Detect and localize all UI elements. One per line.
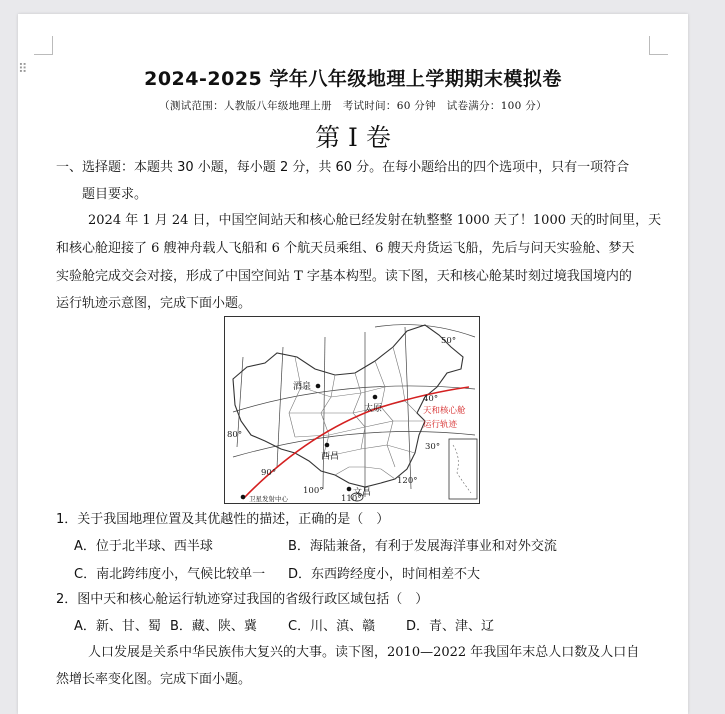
- lat-label-50: 50°: [441, 336, 457, 346]
- legend-dot: [241, 495, 246, 500]
- passage-line: 然增长率变化图。完成下面小题。: [56, 672, 252, 687]
- label-orbit-line2: 运行轨迹: [423, 420, 458, 430]
- question-2-stem: 2．图中天和核心舱运行轨迹穿过我国的省级行政区域包括（ ）: [56, 592, 429, 607]
- question-2-option-b: B．藏、陕、冀: [170, 619, 257, 634]
- longitude-line-120: [405, 327, 411, 489]
- passage-line: 人口发展是关系中华民族伟大复兴的大事。读下图，2010—2022 年我国年末总人口数及人口自: [88, 645, 640, 660]
- question-2-option-c: C．川、滇、赣: [288, 619, 376, 634]
- jiuquan-dot: [316, 384, 321, 389]
- lon-label-110: 110°: [341, 494, 362, 503]
- china-map: [225, 317, 479, 503]
- lon-label-90: 90°: [261, 468, 277, 478]
- question-2-option-a: A．新、甘、蜀: [74, 619, 161, 634]
- question-1-option-d: D．东西跨经度小，时间相差不大: [288, 567, 481, 582]
- label-taiyuan: 太原: [364, 404, 383, 414]
- south-china-sea-inset: [449, 439, 477, 499]
- document-subtitle: （测试范围：人教版八年级地理上册 考试时间：60 分钟 试卷满分：100 分）: [159, 100, 547, 112]
- question-1-option-a: A．位于北半球、西半球: [74, 539, 213, 554]
- passage-line: 和核心舱迎接了 6 艘神舟载人飞船和 6 个航天员乘组、6 艘天舟货运飞船，先后与问天实验舱、梦天: [56, 241, 635, 256]
- question-1-option-b: B．海陆兼备，有利于发展海洋事业和对外交流: [288, 539, 557, 554]
- section-heading: 一、选择题：本题共 30 小题，每小题 2 分，共 60 分。在每小题给出的四个选项中，只有一项符合: [56, 160, 630, 175]
- question-2-option-d: D．青、津、辽: [406, 619, 495, 634]
- passage-line: 运行轨迹示意图，完成下面小题。: [56, 296, 252, 311]
- document-title: 2024-2025 学年八年级地理上学期期末模拟卷: [144, 68, 562, 90]
- lon-label-120: 120°: [397, 476, 418, 486]
- lon-label-80: 80°: [227, 430, 243, 440]
- label-wenchang: 文昌: [353, 488, 372, 498]
- section-heading-continued: 题目要求。: [82, 187, 148, 202]
- passage-line: 实验舱完成交会对接，形成了中国空间站 T 字基本构型。读下图，天和核心舱某时刻过境我国境内的: [56, 269, 632, 284]
- lon-label-100: 100°: [303, 486, 324, 496]
- document-page: [18, 14, 688, 714]
- volume-heading: 第 I 卷: [315, 123, 391, 152]
- question-1-stem: 1．关于我国地理位置及其优越性的描述，正确的是（ ）: [56, 512, 390, 527]
- drag-handle-icon[interactable]: ⠿: [18, 62, 27, 77]
- wenchang-dot: [347, 487, 352, 492]
- xichang-dot: [325, 443, 330, 448]
- passage-line: 2024 年 1 月 24 日，中国空间站天和核心舱已经发射在轨整整 1000 天了！1000 天的时间里，天: [88, 213, 662, 228]
- label-jiuquan: 酒泉: [293, 382, 312, 392]
- label-orbit-line1: 天和核心舱: [423, 406, 466, 416]
- province-borders: [289, 347, 425, 479]
- latitude-line-50: [375, 325, 475, 337]
- label-xichang: 西昌: [321, 452, 340, 462]
- label-launch-center: 卫星发射中心: [249, 495, 288, 503]
- margin-corner-top-right: [649, 36, 668, 55]
- taiyuan-dot: [373, 395, 378, 400]
- margin-corner-top-left: [34, 36, 53, 55]
- lat-label-30: 30°: [425, 442, 441, 452]
- question-1-option-c: C．南北跨纬度小，气候比较单一: [74, 567, 266, 582]
- orbit-map-figure: [224, 316, 480, 504]
- lat-label-40: 40°: [423, 394, 439, 404]
